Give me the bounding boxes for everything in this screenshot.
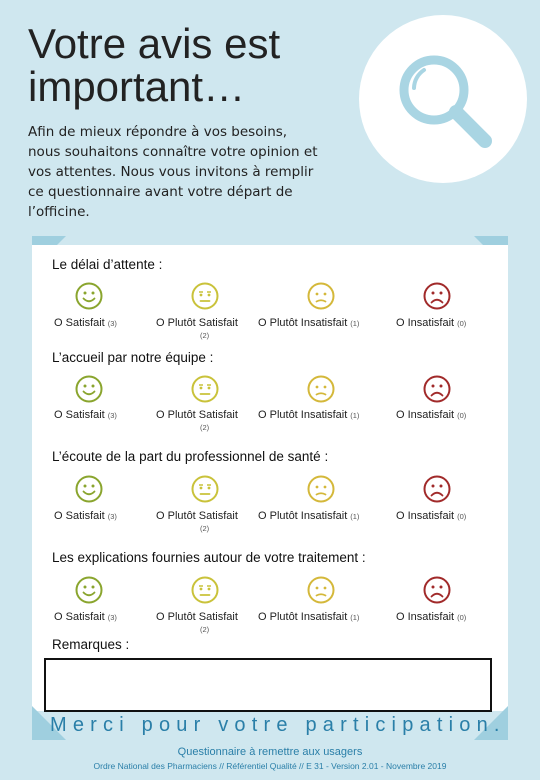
neutral-face-icon — [190, 575, 220, 605]
thank-you-message: Merci pour votre participation. — [50, 714, 506, 736]
slightly-sad-face-icon — [306, 374, 336, 404]
option-satisfait[interactable]: O Satisfait (3) — [54, 409, 117, 421]
neutral-face-icon — [190, 474, 220, 504]
option-insatisfait[interactable]: O Insatisfait (0) — [396, 510, 467, 522]
option-plutot-insatisfait[interactable]: O Plutôt Insatisfait (1) — [258, 409, 360, 421]
remarks-field[interactable] — [44, 658, 492, 712]
page-title: Votre avis est important… — [28, 20, 281, 110]
slightly-sad-face-icon — [306, 474, 336, 504]
option-insatisfait[interactable]: O Insatisfait (0) — [396, 611, 467, 623]
option-plutot-insatisfait[interactable]: O Plutôt Insatisfait (1) — [258, 317, 360, 329]
option-plutot-satisfait[interactable]: O Plutôt Satisfait (2) — [156, 510, 238, 533]
option-plutot-satisfait[interactable]: O Plutôt Satisfait (2) — [156, 611, 238, 634]
option-plutot-insatisfait[interactable]: O Plutôt Insatisfait (1) — [258, 510, 360, 522]
option-plutot-insatisfait[interactable]: O Plutôt Insatisfait (1) — [258, 611, 360, 623]
question-title: Le délai d’attente : — [52, 257, 163, 272]
footer-credits: Ordre National des Pharmaciens // Référentiel Qualité // E 31 - Version 2.01 - Novembre 2019 — [93, 761, 447, 771]
option-insatisfait[interactable]: O Insatisfait (0) — [396, 409, 467, 421]
remarks-label: Remarques : — [52, 637, 130, 652]
intro-text: Afin de mieux répondre à vos besoins, nous souhaitons connaître votre opinion et vos attentes. Nous vous invitons à remplir ce questionnaire avant votre départ de l’officine. — [28, 124, 318, 220]
option-satisfait[interactable]: O Satisfait (3) — [54, 611, 117, 623]
happy-face-icon — [74, 374, 104, 404]
sad-face-icon — [422, 474, 452, 504]
option-plutot-satisfait[interactable]: O Plutôt Satisfait (2) — [156, 409, 238, 432]
sad-face-icon — [422, 575, 452, 605]
sad-face-icon — [422, 374, 452, 404]
happy-face-icon — [74, 575, 104, 605]
option-insatisfait[interactable]: O Insatisfait (0) — [396, 317, 467, 329]
slightly-sad-face-icon — [306, 575, 336, 605]
slightly-sad-face-icon — [306, 281, 336, 311]
happy-face-icon — [74, 474, 104, 504]
option-plutot-satisfait[interactable]: O Plutôt Satisfait (2) — [156, 317, 238, 340]
neutral-face-icon — [190, 374, 220, 404]
neutral-face-icon — [190, 281, 220, 311]
question-title: Les explications fournies autour de votre traitement : — [52, 550, 366, 565]
footer-instruction: Questionnaire à remettre aux usagers — [177, 746, 363, 758]
option-satisfait[interactable]: O Satisfait (3) — [54, 317, 117, 329]
question-title: L’écoute de la part du professionnel de santé : — [52, 449, 329, 464]
question-title: L’accueil par notre équipe : — [52, 350, 214, 365]
sad-face-icon — [422, 281, 452, 311]
option-satisfait[interactable]: O Satisfait (3) — [54, 510, 117, 522]
happy-face-icon — [74, 281, 104, 311]
magnifier-icon — [358, 14, 528, 184]
